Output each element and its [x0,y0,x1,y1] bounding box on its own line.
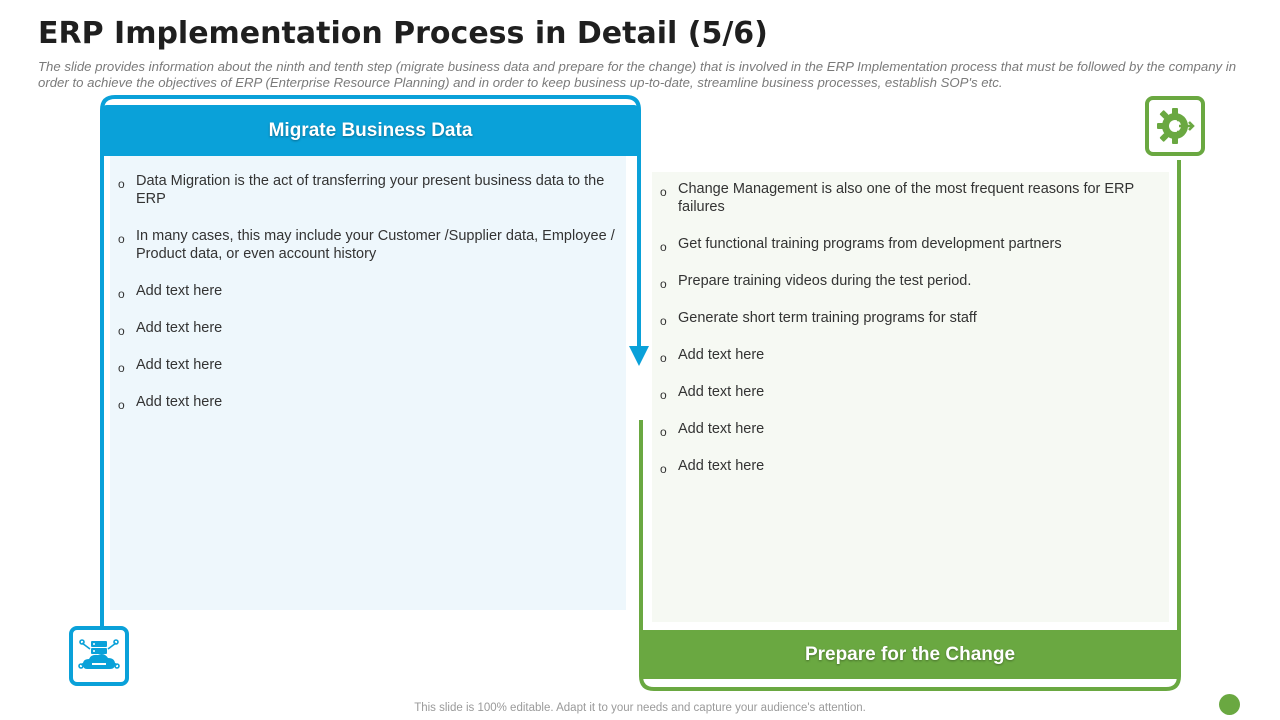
bullet-marker: o [118,177,125,191]
down-arrow-icon [629,346,649,366]
list-item: o Data Migration is the act of transferring your present business data to the ERP [118,173,605,207]
bullet-marker: o [118,398,125,412]
decorative-dot [1219,694,1240,715]
bullet-marker: o [118,232,125,246]
prepare-bullet-list [660,180,1175,494]
list-item: o Prepare training videos during the test period. [660,273,972,291]
list-item: o Add text here [118,320,223,338]
page-title: ERP Implementation Process in Detail (5/6) [38,16,768,51]
list-item: o Add text here [660,347,765,365]
migrate-bullet-list [118,172,623,430]
list-item: o Generate short term training programs for staff [660,310,977,328]
list-item: o Add text here [118,357,223,375]
list-item: o Add text here [660,384,765,402]
list-item: o Add text here [660,458,765,476]
footer-note: This slide is 100% editable. Adapt it to your needs and capture your audience's attention. [414,702,866,714]
page-subtitle: The slide provides information about the ninth and tenth step (migrate business data and prepare for the change) that is involved in the ERP Implementation process that must be followed by the company in order to achieve the objectives of ERP (Enterprise Resource Planning) and in order to keep business up-to-date, streamline business processes, establish SOP's etc. [38,59,1237,90]
bullet-marker: o [660,462,667,476]
gear-arrows-icon [1155,106,1195,146]
bullet-marker: o [660,388,667,402]
bullet-marker: o [660,277,667,291]
cloud-server-icon-box [69,626,129,686]
list-item: o Add text here [660,421,765,439]
bullet-marker: o [660,425,667,439]
bullet-marker: o [660,314,667,328]
prepare-for-change-header: Prepare for the Change [641,630,1179,679]
bullet-marker: o [660,185,667,199]
bullet-marker: o [118,361,125,375]
gear-arrows-icon-box [1145,96,1205,156]
list-item: o Add text here [118,394,223,412]
list-item: o Add text here [118,283,223,301]
bullet-marker: o [118,287,125,301]
bullet-marker: o [118,324,125,338]
bullet-marker: o [660,351,667,365]
list-item: o Get functional training programs from development partners [660,236,1062,254]
list-item: o In many cases, this may include your Customer /Supplier data, Employee / Product data, or even account history [118,228,615,262]
migrate-business-data-header: Migrate Business Data [101,105,640,156]
cloud-server-icon [78,635,120,677]
bullet-marker: o [660,240,667,254]
list-item: o Change Management is also one of the most frequent reasons for ERP failures [660,181,1134,215]
